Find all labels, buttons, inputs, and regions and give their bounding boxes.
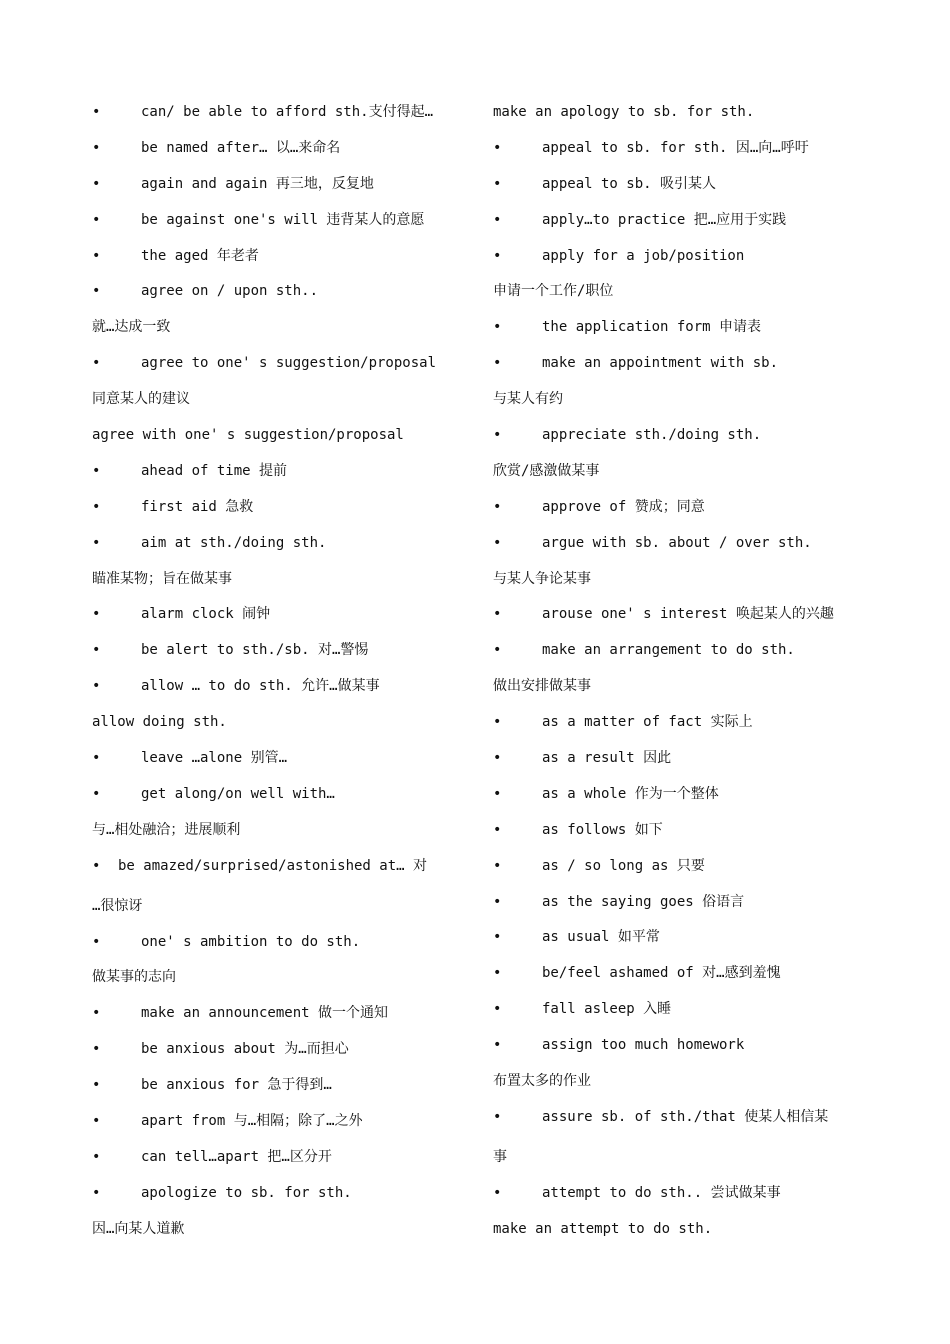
text-line bbox=[493, 96, 863, 132]
bullet-icon: • bbox=[92, 1184, 101, 1201]
bullet-icon: • bbox=[92, 1005, 101, 1022]
entry-text: first aid 急救 bbox=[141, 498, 254, 515]
left-column bbox=[92, 96, 464, 1249]
bullet-icon: • bbox=[493, 857, 502, 874]
bullet-entry bbox=[92, 778, 464, 814]
bullet-icon: • bbox=[92, 283, 101, 300]
bullet-entry bbox=[493, 706, 863, 742]
bullet-icon: • bbox=[493, 498, 502, 515]
bullet-icon: • bbox=[92, 1077, 101, 1094]
entry-text: appreciate sth./doing sth. bbox=[542, 427, 762, 444]
bullet-icon: • bbox=[92, 642, 101, 659]
text-line bbox=[92, 961, 464, 997]
bullet-icon: • bbox=[493, 211, 502, 228]
bullet-entry bbox=[92, 347, 464, 383]
bullet-entry bbox=[493, 204, 863, 240]
bullet-entry bbox=[493, 742, 863, 778]
text-line bbox=[493, 1213, 863, 1249]
bullet-icon: • bbox=[493, 1184, 502, 1201]
bullet-icon: • bbox=[92, 857, 101, 874]
bullet-entry bbox=[493, 814, 863, 850]
bullet-entry bbox=[493, 957, 863, 993]
entry-text: 做某事的志向 bbox=[92, 969, 176, 986]
entry-text: apply…to practice 把…应用于实践 bbox=[542, 211, 787, 228]
entry-text: can tell…apart 把…区分开 bbox=[141, 1148, 332, 1165]
entry-text: again and again 再三地，反复地 bbox=[141, 175, 374, 192]
text-line bbox=[493, 275, 863, 311]
bullet-entry bbox=[493, 168, 863, 204]
text-line bbox=[92, 383, 464, 419]
bullet-entry bbox=[92, 527, 464, 563]
bullet-entry bbox=[92, 132, 464, 168]
bullet-entry bbox=[493, 347, 863, 383]
text-line bbox=[92, 814, 464, 850]
entry-text: 就…达成一致 bbox=[92, 319, 171, 336]
text-line bbox=[92, 706, 464, 742]
entry-text: as a whole 作为一个整体 bbox=[542, 785, 719, 802]
bullet-entry bbox=[493, 1177, 863, 1213]
entry-text: as / so long as 只要 bbox=[542, 857, 705, 874]
entry-text: agree on / upon sth.. bbox=[141, 283, 319, 300]
bullet-icon: • bbox=[92, 750, 101, 767]
text-line bbox=[493, 455, 863, 491]
entry-text: attempt to do sth.. 尝试做某事 bbox=[542, 1184, 781, 1201]
entry-text: as follows 如下 bbox=[542, 821, 663, 838]
bullet-icon: • bbox=[92, 355, 101, 372]
bullet-entry bbox=[493, 311, 863, 347]
bullet-entry bbox=[493, 598, 863, 634]
entry-text: 事 bbox=[493, 1148, 507, 1165]
bullet-entry bbox=[92, 275, 464, 311]
entry-text: assign too much homework bbox=[542, 1037, 745, 1054]
bullet-entry bbox=[92, 1069, 464, 1105]
entry-text: be/feel ashamed of 对…感到羞愧 bbox=[542, 965, 781, 982]
bullet-icon: • bbox=[92, 1041, 101, 1058]
bullet-icon: • bbox=[493, 606, 502, 623]
bullet-entry bbox=[493, 419, 863, 455]
bullet-entry bbox=[92, 742, 464, 778]
entry-text: as usual 如平常 bbox=[542, 929, 660, 946]
bullet-icon: • bbox=[493, 965, 502, 982]
entry-text: 与某人有约 bbox=[493, 391, 563, 408]
bullet-icon: • bbox=[92, 933, 101, 950]
bullet-entry bbox=[493, 850, 863, 886]
entry-text: the aged 年老者 bbox=[141, 247, 259, 264]
entry-text: 做出安排做某事 bbox=[493, 678, 591, 695]
bullet-icon: • bbox=[92, 1113, 101, 1130]
bullet-entry bbox=[493, 886, 863, 922]
entry-text: 与…相处融洽；进展顺利 bbox=[92, 821, 241, 838]
bullet-icon: • bbox=[92, 211, 101, 228]
bullet-entry bbox=[92, 240, 464, 276]
entry-text: fall asleep 入睡 bbox=[542, 1001, 672, 1018]
entry-text: make an announcement 做一个通知 bbox=[141, 1005, 389, 1022]
entry-text: be alert to sth./sb. 对…警惕 bbox=[141, 642, 369, 659]
bullet-entry bbox=[493, 527, 863, 563]
entry-text: make an arrangement to do sth. bbox=[542, 642, 795, 659]
entry-text: 同意某人的建议 bbox=[92, 391, 190, 408]
entry-text: apart from 与…相隔；除了…之外 bbox=[141, 1113, 363, 1130]
entry-text: arouse one' s interest 唤起某人的兴趣 bbox=[542, 606, 834, 623]
bullet-entry bbox=[493, 240, 863, 276]
entry-text: make an apology to sb. for sth. bbox=[493, 104, 755, 120]
text-line bbox=[92, 890, 464, 926]
entry-text: as a matter of fact 实际上 bbox=[542, 714, 753, 731]
bullet-entry bbox=[92, 598, 464, 634]
bullet-entry bbox=[92, 850, 464, 890]
entry-text: allow doing sth. bbox=[92, 714, 227, 731]
bullet-icon: • bbox=[92, 175, 101, 192]
right-column bbox=[493, 96, 863, 1249]
bullet-icon: • bbox=[493, 139, 502, 156]
entry-text: appeal to sb. 吸引某人 bbox=[542, 175, 717, 192]
bullet-icon: • bbox=[493, 893, 502, 910]
bullet-entry bbox=[493, 993, 863, 1029]
bullet-icon: • bbox=[92, 498, 101, 515]
entry-text: ahead of time 提前 bbox=[141, 462, 288, 479]
text-line bbox=[493, 670, 863, 706]
bullet-entry bbox=[92, 96, 464, 132]
entry-text: the application form 申请表 bbox=[542, 319, 762, 336]
entry-text: assure sb. of sth./that 使某人相信某 bbox=[542, 1108, 829, 1125]
entry-text: agree with one' s suggestion/proposal bbox=[92, 427, 404, 444]
bullet-icon: • bbox=[493, 1001, 502, 1018]
bullet-entry bbox=[92, 204, 464, 240]
bullet-icon: • bbox=[92, 462, 101, 479]
bullet-icon: • bbox=[92, 534, 101, 551]
entry-text: appeal to sb. for sth. 因…向…呼吁 bbox=[542, 139, 809, 156]
bullet-entry bbox=[493, 634, 863, 670]
bullet-icon: • bbox=[493, 821, 502, 838]
bullet-icon: • bbox=[493, 355, 502, 372]
entry-text: make an attempt to do sth. bbox=[493, 1220, 713, 1237]
text-line bbox=[493, 1141, 863, 1177]
entry-text: 布置太多的作业 bbox=[493, 1073, 591, 1090]
entry-text: 申请一个工作/职位 bbox=[493, 283, 614, 300]
entry-text: argue with sb. about / over sth. bbox=[542, 534, 812, 551]
bullet-icon: • bbox=[493, 1037, 502, 1054]
bullet-icon: • bbox=[92, 785, 101, 802]
entry-text: alarm clock 闹钟 bbox=[141, 606, 271, 623]
bullet-entry bbox=[92, 634, 464, 670]
bullet-entry bbox=[92, 168, 464, 204]
bullet-entry bbox=[92, 1105, 464, 1141]
bullet-icon: • bbox=[493, 929, 502, 946]
entry-text: 与某人争论某事 bbox=[493, 570, 591, 587]
bullet-icon: • bbox=[92, 139, 101, 156]
bullet-icon: • bbox=[92, 606, 101, 623]
entry-text: approve of 赞成；同意 bbox=[542, 498, 705, 515]
text-line bbox=[493, 383, 863, 419]
bullet-icon: • bbox=[493, 714, 502, 731]
bullet-icon: • bbox=[92, 104, 101, 120]
entry-text: make an appointment with sb. bbox=[542, 355, 779, 372]
bullet-icon: • bbox=[92, 1148, 101, 1165]
bullet-entry bbox=[493, 1101, 863, 1141]
entry-text: as a result 因此 bbox=[542, 750, 672, 767]
entry-text: can/ be able to afford sth.支付得起… bbox=[141, 104, 434, 120]
bullet-icon: • bbox=[493, 642, 502, 659]
entry-text: be anxious for 急于得到… bbox=[141, 1077, 332, 1094]
bullet-icon: • bbox=[92, 247, 101, 264]
bullet-icon: • bbox=[493, 247, 502, 264]
bullet-entry bbox=[493, 132, 863, 168]
bullet-icon: • bbox=[92, 678, 101, 695]
entry-text: leave …alone 别管… bbox=[141, 750, 288, 767]
bullet-entry bbox=[92, 455, 464, 491]
entry-text: allow … to do sth. 允许…做某事 bbox=[141, 678, 380, 695]
entry-text: aim at sth./doing sth. bbox=[141, 534, 327, 551]
bullet-icon: • bbox=[493, 319, 502, 336]
bullet-entry bbox=[92, 997, 464, 1033]
bullet-icon: • bbox=[493, 534, 502, 551]
bullet-entry bbox=[493, 1029, 863, 1065]
entry-text: be anxious about 为…而担心 bbox=[141, 1041, 349, 1058]
bullet-icon: • bbox=[493, 785, 502, 802]
bullet-entry bbox=[92, 1177, 464, 1213]
text-line bbox=[493, 563, 863, 599]
entry-text: be against one's will 违背某人的意愿 bbox=[141, 211, 425, 228]
bullet-entry bbox=[92, 670, 464, 706]
text-line bbox=[92, 1213, 464, 1249]
bullet-entry bbox=[92, 1141, 464, 1177]
entry-text: 瞄准某物；旨在做某事 bbox=[92, 570, 232, 587]
entry-text: 因…向某人道歉 bbox=[92, 1220, 185, 1237]
text-line bbox=[493, 1065, 863, 1101]
bullet-icon: • bbox=[493, 1108, 502, 1125]
entry-text: be amazed/surprised/astonished at… 对 bbox=[118, 857, 428, 874]
bullet-entry bbox=[493, 921, 863, 957]
bullet-icon: • bbox=[493, 427, 502, 444]
bullet-icon: • bbox=[493, 175, 502, 192]
bullet-icon: • bbox=[493, 750, 502, 767]
entry-text: be named after… 以…来命名 bbox=[141, 139, 341, 156]
bullet-entry bbox=[92, 491, 464, 527]
text-line bbox=[92, 563, 464, 599]
entry-text: apologize to sb. for sth. bbox=[141, 1184, 352, 1201]
entry-text: one' s ambition to do sth. bbox=[141, 933, 361, 950]
text-line bbox=[92, 311, 464, 347]
bullet-entry bbox=[92, 926, 464, 962]
entry-text: 欣赏/感激做某事 bbox=[493, 462, 600, 479]
entry-text: …很惊讶 bbox=[92, 897, 143, 914]
text-line bbox=[92, 419, 464, 455]
entry-text: as the saying goes 俗语言 bbox=[542, 893, 745, 910]
entry-text: get along/on well with… bbox=[141, 785, 335, 802]
entry-text: agree to one' s suggestion/proposal bbox=[141, 355, 437, 372]
bullet-entry bbox=[493, 491, 863, 527]
bullet-entry bbox=[493, 778, 863, 814]
entry-text: apply for a job/position bbox=[542, 247, 745, 264]
bullet-entry bbox=[92, 1033, 464, 1069]
